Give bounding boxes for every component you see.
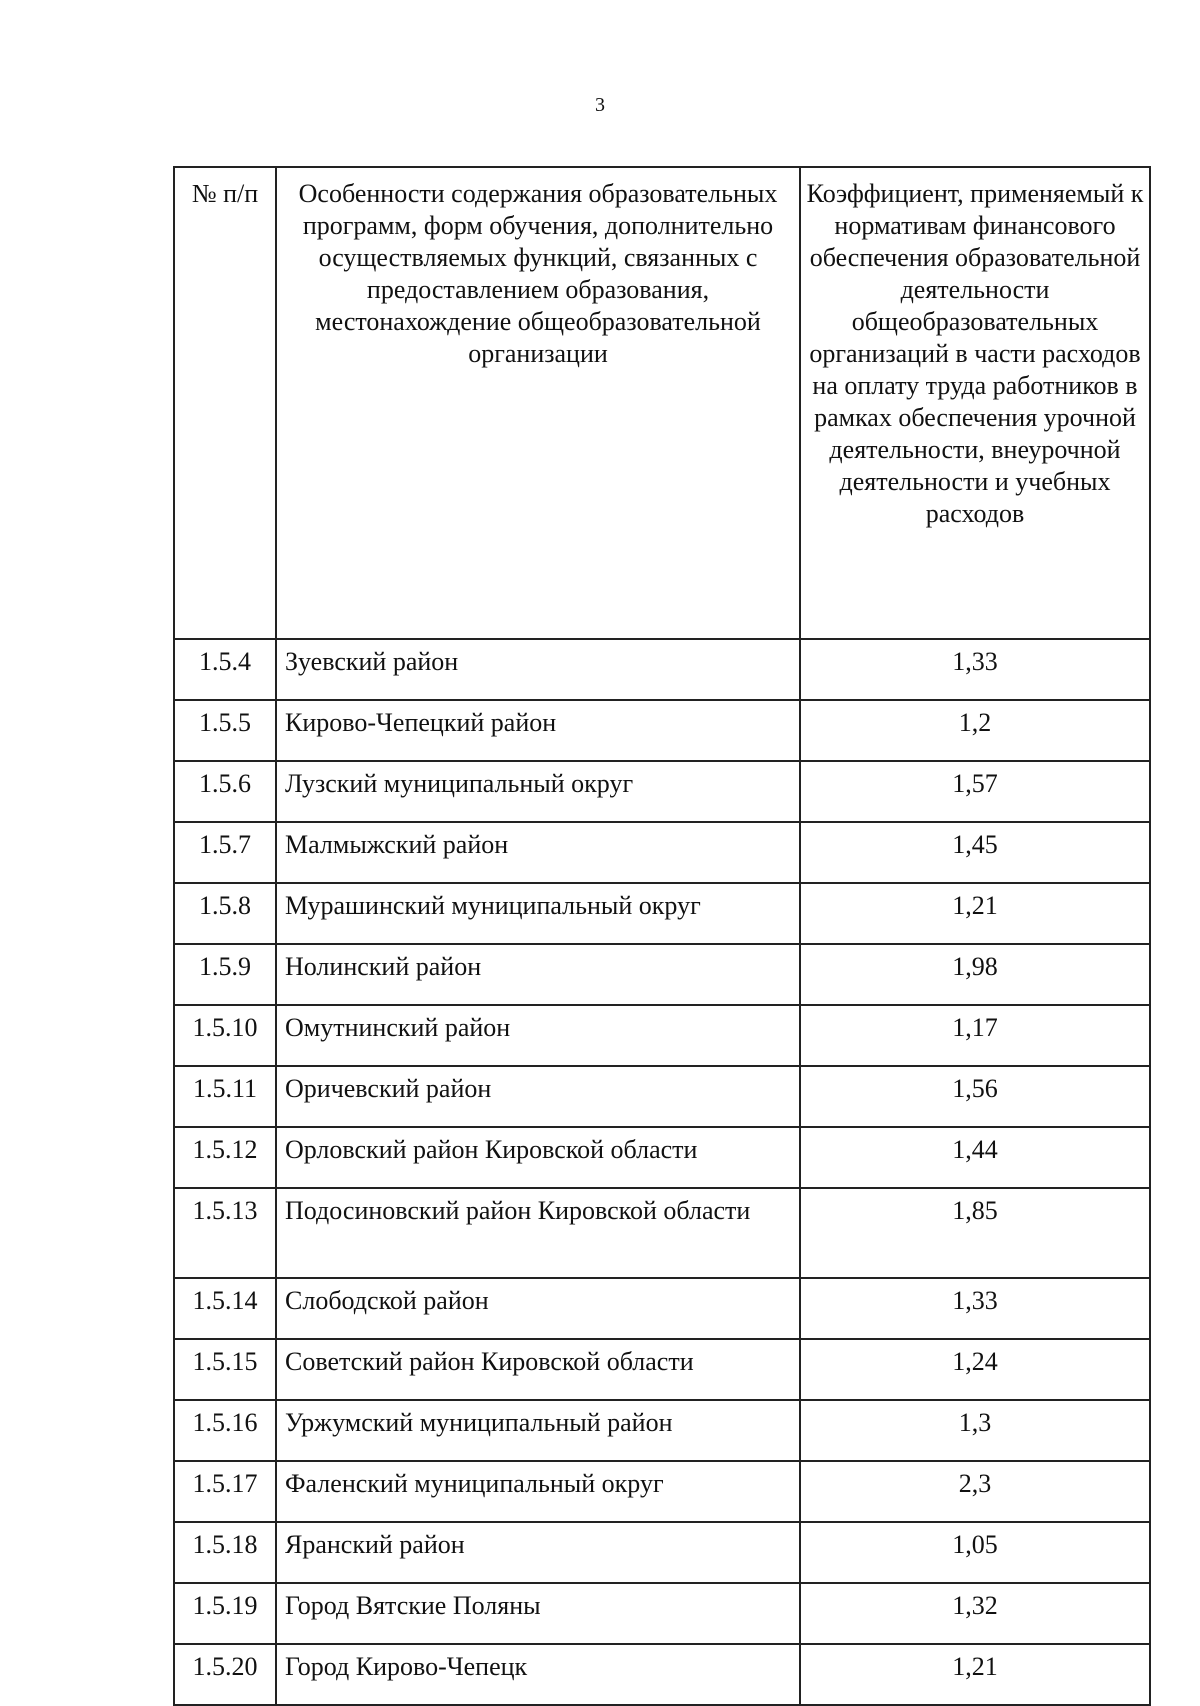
- row-number: 1.5.10: [174, 1005, 276, 1066]
- table-row: [174, 761, 1150, 822]
- row-coefficient: 1,17: [800, 1005, 1150, 1066]
- coefficients-table: [173, 166, 1151, 1706]
- row-district-name: Подосиновский район Кировской области: [276, 1188, 800, 1278]
- row-number: 1.5.17: [174, 1461, 276, 1522]
- row-coefficient: 2,3: [800, 1461, 1150, 1522]
- row-coefficient: 1,33: [800, 1278, 1150, 1339]
- row-district-name: Город Вятские Поляны: [276, 1583, 800, 1644]
- row-number: 1.5.16: [174, 1400, 276, 1461]
- row-coefficient: 1,33: [800, 639, 1150, 700]
- table-row: [174, 1127, 1150, 1188]
- table-row: [174, 1644, 1150, 1705]
- row-coefficient: 1,3: [800, 1400, 1150, 1461]
- header-number: № п/п: [174, 167, 276, 639]
- row-district-name: Слободской район: [276, 1278, 800, 1339]
- row-coefficient: 1,24: [800, 1339, 1150, 1400]
- row-coefficient: 1,98: [800, 944, 1150, 1005]
- row-coefficient: 1,56: [800, 1066, 1150, 1127]
- table-row: [174, 1188, 1150, 1278]
- row-coefficient: 1,45: [800, 822, 1150, 883]
- table-row: [174, 700, 1150, 761]
- row-coefficient: 1,44: [800, 1127, 1150, 1188]
- row-coefficient: 1,05: [800, 1522, 1150, 1583]
- row-district-name: Орловский район Кировской области: [276, 1127, 800, 1188]
- row-number: 1.5.5: [174, 700, 276, 761]
- row-number: 1.5.9: [174, 944, 276, 1005]
- table-row: [174, 1522, 1150, 1583]
- row-coefficient: 1,21: [800, 883, 1150, 944]
- table-row: [174, 944, 1150, 1005]
- row-district-name: Омутнинский район: [276, 1005, 800, 1066]
- table-header-row: [174, 167, 1150, 639]
- row-district-name: Малмыжский район: [276, 822, 800, 883]
- row-district-name: Мурашинский муниципальный округ: [276, 883, 800, 944]
- row-number: 1.5.15: [174, 1339, 276, 1400]
- row-district-name: Советский район Кировской области: [276, 1339, 800, 1400]
- row-number: 1.5.19: [174, 1583, 276, 1644]
- row-district-name: Город Кирово-Чепецк: [276, 1644, 800, 1705]
- header-features: Особенности содержания образовательных программ, форм обучения, дополнительно осуществляемых функций, связанных с предоставлением образования, местонахождение общеобразовательной организации: [276, 167, 800, 639]
- row-number: 1.5.14: [174, 1278, 276, 1339]
- row-number: 1.5.18: [174, 1522, 276, 1583]
- table-row: [174, 1461, 1150, 1522]
- table-row: [174, 639, 1150, 700]
- header-coefficient: Коэффициент, применяемый к нормативам финансового обеспечения образовательной деятельности общеобразовательных организаций в части расходов на оплату труда работников в рамках обеспечения урочной деятельности, внеурочной деятельности и учебных расходов: [800, 167, 1150, 639]
- row-number: 1.5.6: [174, 761, 276, 822]
- row-number: 1.5.20: [174, 1644, 276, 1705]
- row-coefficient: 1,21: [800, 1644, 1150, 1705]
- table-row: [174, 1339, 1150, 1400]
- table-row: [174, 822, 1150, 883]
- row-district-name: Кирово-Чепецкий район: [276, 700, 800, 761]
- row-number: 1.5.4: [174, 639, 276, 700]
- row-number: 1.5.12: [174, 1127, 276, 1188]
- row-district-name: Уржумский муниципальный район: [276, 1400, 800, 1461]
- row-number: 1.5.11: [174, 1066, 276, 1127]
- row-district-name: Яранский район: [276, 1522, 800, 1583]
- table-row: [174, 1278, 1150, 1339]
- row-district-name: Зуевский район: [276, 639, 800, 700]
- row-coefficient: 1,32: [800, 1583, 1150, 1644]
- table-row: [174, 1400, 1150, 1461]
- row-district-name: Лузский муниципальный округ: [276, 761, 800, 822]
- row-district-name: Нолинский район: [276, 944, 800, 1005]
- row-coefficient: 1,2: [800, 700, 1150, 761]
- row-number: 1.5.8: [174, 883, 276, 944]
- page-number: 3: [595, 94, 605, 116]
- table-row: [174, 1005, 1150, 1066]
- table-row: [174, 1583, 1150, 1644]
- row-number: 1.5.13: [174, 1188, 276, 1278]
- table-row: [174, 1066, 1150, 1127]
- row-coefficient: 1,85: [800, 1188, 1150, 1278]
- row-district-name: Оричевский район: [276, 1066, 800, 1127]
- table-row: [174, 883, 1150, 944]
- row-district-name: Фаленский муниципальный округ: [276, 1461, 800, 1522]
- row-coefficient: 1,57: [800, 761, 1150, 822]
- row-number: 1.5.7: [174, 822, 276, 883]
